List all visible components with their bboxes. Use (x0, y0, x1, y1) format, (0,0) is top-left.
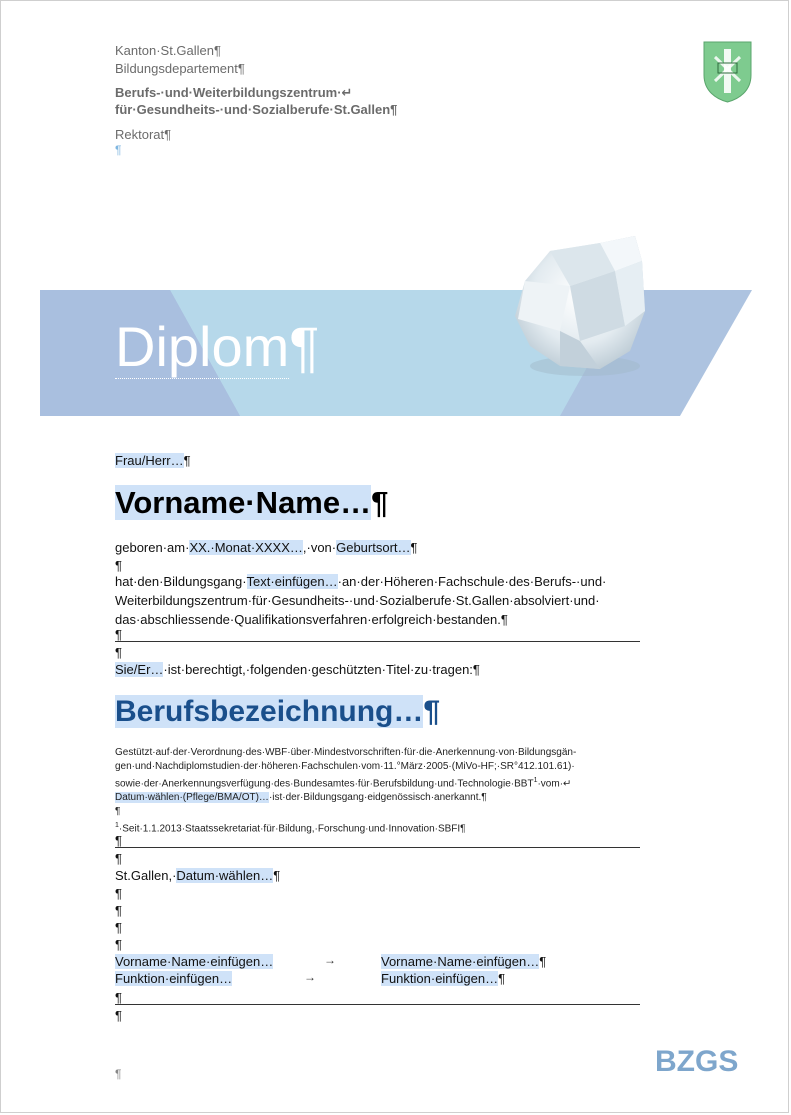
empty-paragraph: ¶ (115, 920, 122, 935)
salutation-mark: ¶ (183, 453, 191, 468)
empty-paragraph: ¶ (115, 627, 122, 642)
header-empty-mark: ¶ (115, 143, 122, 157)
empty-paragraph: ¶ (115, 558, 122, 573)
footnote-text: ·Seit·1.1.2013·Staatssekretariat·für·Bildung,·Forschung·und·Innovation·SBFI¶ (118, 823, 466, 835)
birth-place-field[interactable]: Geburtsort… (336, 540, 411, 555)
birth-mark: ¶ (410, 540, 418, 555)
recipient-name-line (115, 483, 388, 523)
signature-left-function (115, 969, 232, 988)
empty-paragraph: ¶ (115, 990, 122, 1005)
banner-title (115, 315, 319, 379)
tab-arrow-icon: → (304, 970, 316, 984)
horizontal-rule (115, 1004, 640, 1005)
p1-start: hat·den·Bildungsgang· (115, 574, 247, 589)
place-date-mark: ¶ (273, 868, 281, 883)
gender-field[interactable]: Sie/Er… (115, 662, 164, 677)
empty-paragraph: ¶ (115, 886, 122, 901)
birth-prefix: geboren·am· (115, 540, 190, 555)
birth-middle: ,·von· (302, 540, 337, 555)
profession-field[interactable]: Berufsbezeichnung… (115, 695, 424, 728)
footnote-number: 1 (115, 822, 119, 830)
legal-line4-rest: ·ist·der·Bildungsgang·eidgenössisch·anerkannt.¶ (268, 792, 487, 804)
coat-of-arms-icon (703, 41, 752, 103)
right-name-field[interactable]: Vorname·Name·einfügen… (381, 954, 540, 969)
legal-line3-text: sowie·der·Anerkennungsverfügung·des·Bundesamtes·für·Berufsbildung·und·Technologie·BBT (115, 778, 534, 790)
signature-right-function (381, 969, 505, 988)
birth-line (115, 538, 418, 557)
program-field[interactable]: Text·einfügen… (246, 574, 338, 589)
main-paragraph-line1 (115, 572, 655, 591)
place-prefix: St.Gallen,· (115, 868, 177, 883)
banner-title-text: Diplom (115, 315, 290, 378)
banner-title-mark: ¶ (289, 315, 320, 378)
main-paragraph-line3: das·abschliessende·Qualifikationsverfahren·erfolgreich·bestanden.¶ (115, 612, 508, 627)
empty-paragraph: ¶ (115, 833, 122, 848)
legal-line4 (115, 791, 675, 805)
birth-date-field[interactable]: XX.·Monat·XXXX… (189, 540, 303, 555)
empty-paragraph: ¶ (115, 903, 122, 918)
salutation-line (115, 451, 191, 470)
right-name-mark: ¶ (539, 954, 547, 969)
legal-line3 (115, 774, 675, 791)
right-function-field[interactable]: Funktion·einfügen… (381, 971, 499, 986)
tab-arrow-icon: → (324, 953, 336, 967)
title-sentence (115, 660, 480, 679)
empty-paragraph: ¶ (115, 851, 122, 866)
horizontal-rule (115, 641, 640, 642)
legal-line3-end: ·vom·↵ (537, 778, 572, 790)
salutation-field[interactable]: Frau/Herr… (115, 453, 184, 468)
section-end-mark: ¶ (115, 1008, 122, 1023)
main-paragraph (115, 572, 655, 629)
right-function-mark: ¶ (498, 971, 506, 986)
bzgs-logo: BZGS (655, 1045, 739, 1078)
p1-rest: ·an·der·Höheren·Fachschule·des·Berufs-·und· (337, 574, 607, 589)
legal-footnote-ref: 1 (533, 777, 538, 784)
legal-footnote (115, 819, 675, 836)
legal-text (115, 746, 675, 837)
recognition-date-field[interactable]: Datum·wählen·(Pflege/BMA/OT)… (115, 792, 269, 804)
left-name-field[interactable]: Vorname·Name·einfügen… (115, 954, 274, 969)
issue-date-field[interactable]: Datum·wählen… (176, 868, 274, 883)
legal-line2: gen·und·Nachdiplomstudien·der·höheren·Fachschulen·vom·11.°März·2005·(MiVo-HF;·SR°412.101.61)· (115, 761, 575, 772)
left-function-field[interactable]: Funktion·einfügen… (115, 971, 233, 986)
header-office: Rektorat¶ (115, 127, 172, 142)
recipient-name-mark: ¶ (371, 485, 389, 520)
header-department: Bildungsdepartement¶ (115, 61, 245, 76)
empty-paragraph: ¶ (115, 937, 122, 952)
footer-mark: ¶ (115, 1067, 122, 1081)
main-paragraph-line2: Weiterbildungszentrum·für·Gesundheits-·und·Sozialberufe·St.Gallen·absolviert·und· (115, 593, 600, 608)
place-date-line (115, 866, 280, 885)
empty-paragraph: ¶ (115, 645, 122, 660)
header-school-line1: Berufs-·und·Weiterbildungszentrum·↵ (115, 85, 353, 100)
title-sentence-rest: ·ist·berechtigt,·folgenden·geschützten·Titel·zu·tragen:¶ (163, 662, 480, 677)
header-canton: Kanton·St.Gallen¶ (115, 43, 221, 58)
legal-line1: Gestützt·auf·der·Verordnung·des·WBF·über·Mindestvorschriften·für·die·Anerkennung·von·Bildungsgän- (115, 747, 577, 758)
profession-mark: ¶ (423, 695, 441, 728)
profession-heading (115, 692, 440, 732)
legal-empty: ¶ (115, 806, 121, 818)
horizontal-rule (115, 847, 640, 848)
header-school-line2: für·Gesundheits-·und·Sozialberufe·St.Gallen¶ (115, 102, 398, 117)
recipient-name-field[interactable]: Vorname·Name… (115, 485, 372, 520)
